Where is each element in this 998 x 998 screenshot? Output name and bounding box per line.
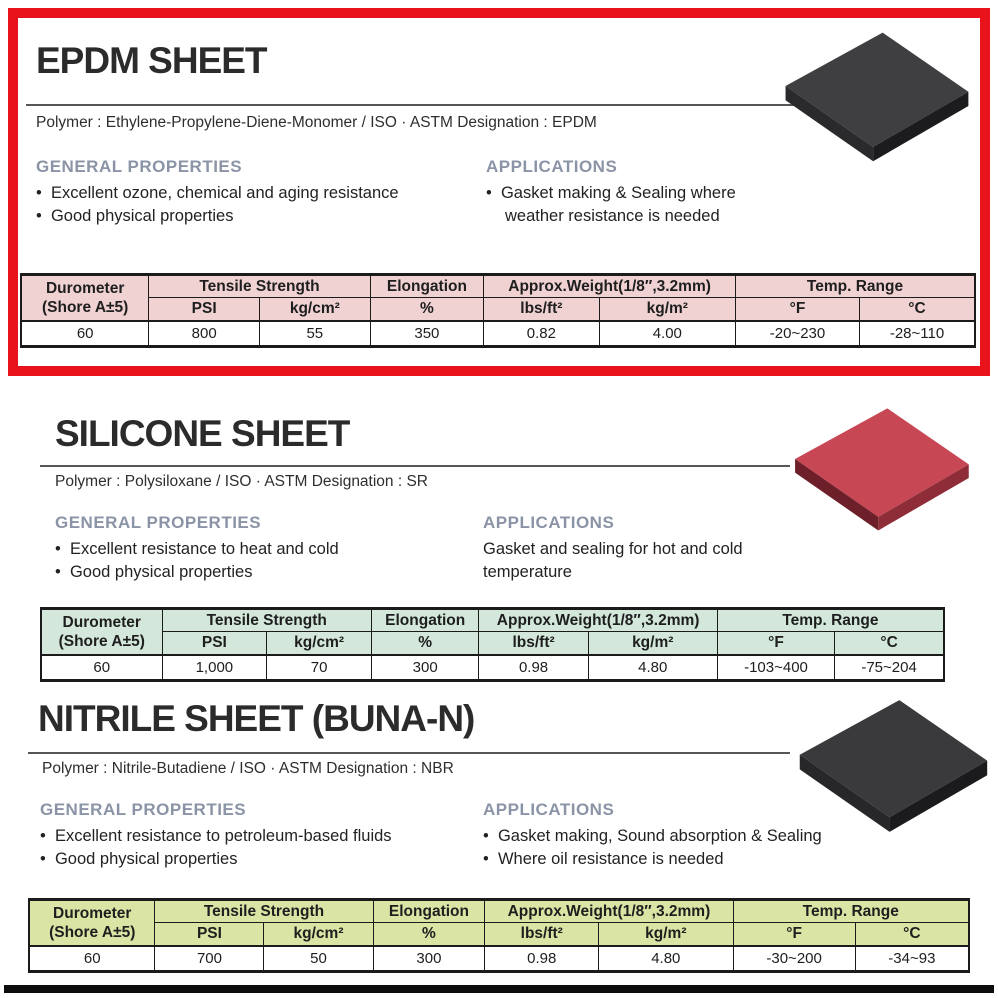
epdm-spec-table — [20, 273, 976, 348]
black-rubber-sheet-image — [776, 26, 976, 166]
table-data-cell: 1,000 — [162, 655, 267, 681]
table-data-cell: -103~400 — [717, 655, 834, 681]
table-data-cell: 0.98 — [485, 946, 599, 972]
table-subheader-cell: lbs/ft² — [479, 632, 588, 655]
table-data-cell: -34~93 — [855, 946, 969, 972]
table-subheader-cell: °F — [717, 632, 834, 655]
title-underline — [26, 104, 798, 106]
silicone-applications — [483, 513, 783, 584]
title-underline — [40, 465, 790, 467]
applications-heading: APPLICATIONS — [483, 513, 615, 532]
table-data-cell: 50 — [264, 946, 373, 972]
table-subheader-cell: PSI — [162, 632, 267, 655]
page-bottom-rule — [4, 985, 994, 993]
table-subheader-cell: PSI — [149, 298, 260, 321]
general-properties-heading: GENERAL PROPERTIES — [36, 157, 243, 176]
table-subheader-cell: kg/m² — [599, 923, 733, 946]
applications-heading: APPLICATIONS — [483, 800, 615, 819]
table-header-cell: Approx.Weight(1/8″,3.2mm) — [484, 275, 736, 298]
nitrile-subtitle: Polymer : Nitrile-Butadiene / ISO · ASTM Designation : NBR — [42, 760, 454, 777]
table-data-cell: 700 — [155, 946, 264, 972]
table-header-cell: Temp. Range — [733, 900, 969, 923]
silicone-title: SILICONE SHEET — [55, 413, 350, 454]
silicone-general-properties — [55, 513, 475, 584]
table-header-cell: Durometer (Shore A±5) — [41, 609, 162, 655]
table-header-cell: Elongation — [373, 900, 485, 923]
epdm-title: EPDM SHEET — [36, 40, 267, 81]
table-data-cell: -75~204 — [835, 655, 944, 681]
table-header-cell: Durometer (Shore A±5) — [29, 900, 155, 946]
table-header-cell: Elongation — [371, 609, 478, 632]
title-underline — [28, 752, 790, 754]
table-subheader-cell: % — [371, 632, 478, 655]
silicone-section — [0, 395, 998, 690]
table-header-cell: Durometer (Shore A±5) — [21, 275, 149, 321]
property-item: • Excellent resistance to petroleum-based fluids — [40, 825, 480, 848]
silicone-subtitle: Polymer : Polysiloxane / ISO · ASTM Designation : SR — [55, 473, 428, 490]
table-subheader-cell: °C — [835, 632, 944, 655]
table-data-cell: 300 — [371, 655, 478, 681]
nitrile-general-properties — [40, 800, 480, 871]
property-item: • Gasket making, Sound absorption & Sealing — [483, 825, 883, 848]
table-subheader-cell: % — [373, 923, 485, 946]
property-item: • Good physical properties — [40, 848, 480, 871]
table-data-cell: 0.98 — [479, 655, 588, 681]
table-header-cell: Approx.Weight(1/8″,3.2mm) — [479, 609, 717, 632]
property-item: • Excellent ozone, chemical and aging resistance — [36, 182, 476, 205]
table-header-cell: Tensile Strength — [155, 900, 373, 923]
epdm-applications — [486, 157, 786, 228]
table-subheader-cell: lbs/ft² — [485, 923, 599, 946]
property-item: • Good physical properties — [36, 205, 476, 228]
sheet-top-face — [786, 33, 969, 147]
table-subheader-cell: °C — [860, 298, 975, 321]
nitrile-section — [0, 690, 998, 990]
silicone-spec-table — [40, 607, 945, 682]
table-subheader-cell: kg/cm² — [264, 923, 373, 946]
nitrile-applications — [483, 800, 883, 871]
applications-list — [483, 538, 783, 584]
table-data-cell: 4.80 — [599, 946, 733, 972]
table-data-cell: -20~230 — [736, 321, 860, 347]
table-row — [21, 321, 975, 347]
table-header-cell: Approx.Weight(1/8″,3.2mm) — [485, 900, 733, 923]
general-properties-list — [55, 538, 475, 584]
sheet-top-face — [795, 408, 969, 517]
general-properties-heading: GENERAL PROPERTIES — [55, 513, 262, 532]
epdm-subtitle: Polymer : Ethylene-Propylene-Diene-Monomer / ISO · ASTM Designation : EPDM — [36, 114, 597, 131]
table-data-cell: 350 — [370, 321, 484, 347]
table-data-cell: 60 — [21, 321, 149, 347]
general-properties-list — [40, 825, 480, 871]
table-data-cell: 60 — [29, 946, 155, 972]
table-data-cell: 4.00 — [599, 321, 735, 347]
table-row — [41, 655, 944, 681]
property-item: • Gasket making & Sealing where weather resistance is needed — [486, 182, 786, 228]
table-subheader-cell: kg/m² — [588, 632, 717, 655]
table-subheader-cell: kg/cm² — [267, 632, 372, 655]
table-data-cell: 4.80 — [588, 655, 717, 681]
general-properties-list — [36, 182, 476, 228]
table-data-cell: -28~110 — [860, 321, 975, 347]
table-row — [29, 946, 969, 972]
table-subheader-cell: °F — [733, 923, 855, 946]
applications-list — [486, 182, 786, 228]
table-data-cell: 70 — [267, 655, 372, 681]
property-item: • Good physical properties — [55, 561, 475, 584]
property-item: Gasket and sealing for hot and cold temperature — [483, 540, 743, 581]
table-header-cell: Tensile Strength — [149, 275, 370, 298]
table-subheader-cell: % — [370, 298, 484, 321]
property-item: • Excellent resistance to heat and cold — [55, 538, 475, 561]
table-header-cell: Temp. Range — [736, 275, 976, 298]
table-header-cell: Elongation — [370, 275, 484, 298]
table-data-cell: 0.82 — [484, 321, 599, 347]
property-item: • Where oil resistance is needed — [483, 848, 883, 871]
epdm-highlight-frame — [8, 8, 990, 376]
table-subheader-cell: °C — [855, 923, 969, 946]
table-data-cell: 55 — [259, 321, 370, 347]
table-subheader-cell: kg/cm² — [259, 298, 370, 321]
applications-list — [483, 825, 883, 871]
red-rubber-sheet-image — [786, 401, 976, 536]
table-subheader-cell: °F — [736, 298, 860, 321]
table-subheader-cell: lbs/ft² — [484, 298, 599, 321]
applications-heading: APPLICATIONS — [486, 157, 618, 176]
general-properties-heading: GENERAL PROPERTIES — [40, 800, 247, 819]
nitrile-title: NITRILE SHEET (BUNA-N) — [38, 698, 475, 739]
table-header-cell: Temp. Range — [717, 609, 944, 632]
table-header-cell: Tensile Strength — [162, 609, 371, 632]
table-data-cell: 60 — [41, 655, 162, 681]
table-data-cell: -30~200 — [733, 946, 855, 972]
nitrile-spec-table — [28, 898, 970, 973]
table-subheader-cell: kg/m² — [599, 298, 735, 321]
table-data-cell: 800 — [149, 321, 260, 347]
epdm-general-properties — [36, 157, 476, 228]
table-subheader-cell: PSI — [155, 923, 264, 946]
table-data-cell: 300 — [373, 946, 485, 972]
